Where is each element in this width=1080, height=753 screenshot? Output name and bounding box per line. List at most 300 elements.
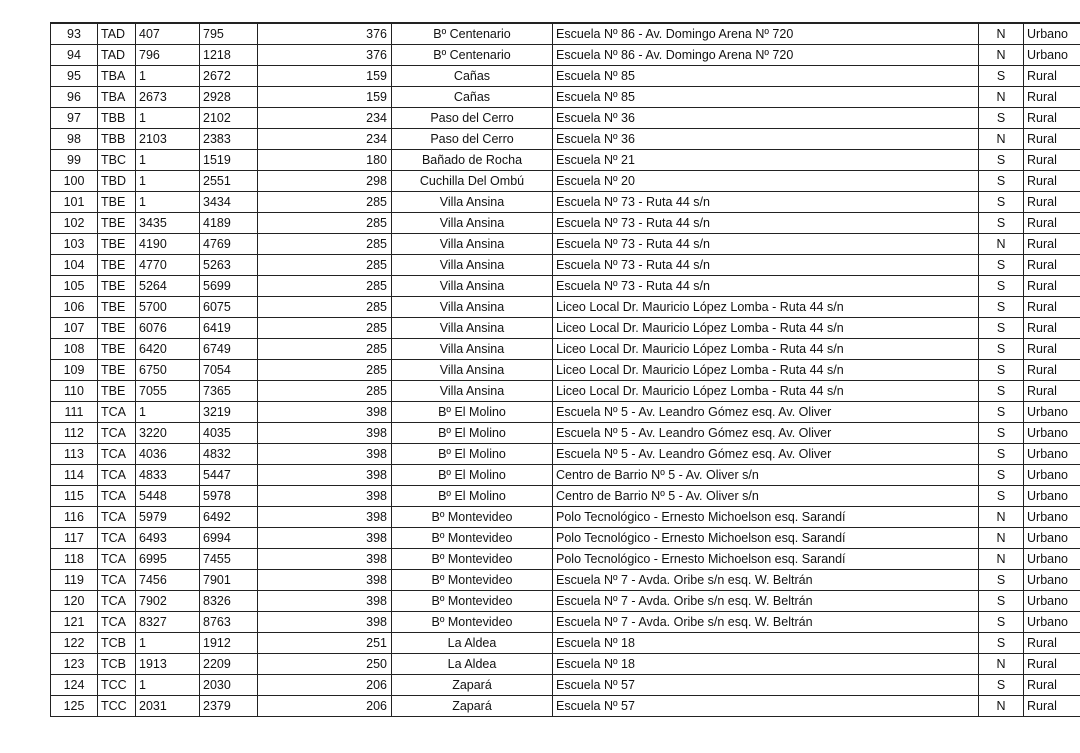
row-number-cell: 123	[51, 654, 98, 675]
range-start-cell: 1	[136, 108, 200, 129]
circuit-number-cell: 234	[258, 108, 392, 129]
range-end-cell: 8763	[200, 612, 258, 633]
row-number-cell: 99	[51, 150, 98, 171]
series-code-cell: TBA	[98, 87, 136, 108]
range-end-cell: 5978	[200, 486, 258, 507]
row-number-cell: 106	[51, 297, 98, 318]
row-number-cell: 94	[51, 45, 98, 66]
circuit-number-cell: 398	[258, 570, 392, 591]
series-code-cell: TBE	[98, 255, 136, 276]
row-number-cell: 103	[51, 234, 98, 255]
locality-cell: Bº Montevideo	[392, 612, 553, 633]
locality-cell: Villa Ansina	[392, 255, 553, 276]
accessible-flag-cell: S	[979, 486, 1024, 507]
table-row	[51, 339, 1080, 360]
circuit-number-cell: 285	[258, 339, 392, 360]
location-cell: Escuela Nº 86 - Av. Domingo Arena Nº 720	[553, 23, 979, 45]
row-number-cell: 117	[51, 528, 98, 549]
series-code-cell: TBE	[98, 381, 136, 402]
table-row	[51, 87, 1080, 108]
circuit-number-cell: 398	[258, 465, 392, 486]
zone-type-cell: Rural	[1024, 318, 1080, 339]
range-start-cell: 5979	[136, 507, 200, 528]
zone-type-cell: Rural	[1024, 276, 1080, 297]
row-number-cell: 122	[51, 633, 98, 654]
series-code-cell: TCC	[98, 696, 136, 717]
row-number-cell: 93	[51, 23, 98, 45]
range-end-cell: 4769	[200, 234, 258, 255]
table-row	[51, 591, 1080, 612]
zone-type-cell: Rural	[1024, 339, 1080, 360]
table-row	[51, 318, 1080, 339]
table-row	[51, 213, 1080, 234]
table-row	[51, 633, 1080, 654]
location-cell: Centro de Barrio Nº 5 - Av. Oliver s/n	[553, 486, 979, 507]
range-start-cell: 5448	[136, 486, 200, 507]
table-row	[51, 276, 1080, 297]
series-code-cell: TBE	[98, 297, 136, 318]
locality-cell: Bº El Molino	[392, 423, 553, 444]
series-code-cell: TBE	[98, 192, 136, 213]
circuit-number-cell: 398	[258, 507, 392, 528]
table-row	[51, 192, 1080, 213]
locality-cell: Bº El Molino	[392, 465, 553, 486]
row-number-cell: 118	[51, 549, 98, 570]
range-end-cell: 7054	[200, 360, 258, 381]
accessible-flag-cell: N	[979, 23, 1024, 45]
circuit-number-cell: 285	[258, 318, 392, 339]
row-number-cell: 115	[51, 486, 98, 507]
table-row	[51, 675, 1080, 696]
accessible-flag-cell: S	[979, 297, 1024, 318]
locality-cell: Villa Ansina	[392, 297, 553, 318]
range-end-cell: 7901	[200, 570, 258, 591]
range-start-cell: 5264	[136, 276, 200, 297]
range-end-cell: 6492	[200, 507, 258, 528]
series-code-cell: TCA	[98, 507, 136, 528]
table-row	[51, 129, 1080, 150]
series-code-cell: TCA	[98, 570, 136, 591]
locality-cell: La Aldea	[392, 654, 553, 675]
location-cell: Liceo Local Dr. Mauricio López Lomba - Ruta 44 s/n	[553, 381, 979, 402]
row-number-cell: 109	[51, 360, 98, 381]
range-start-cell: 7055	[136, 381, 200, 402]
locality-cell: Bº Montevideo	[392, 570, 553, 591]
circuit-number-cell: 398	[258, 423, 392, 444]
range-end-cell: 2102	[200, 108, 258, 129]
accessible-flag-cell: S	[979, 633, 1024, 654]
zone-type-cell: Urbano	[1024, 612, 1080, 633]
location-cell: Polo Tecnológico - Ernesto Michoelson esq. Sarandí	[553, 507, 979, 528]
range-end-cell: 4189	[200, 213, 258, 234]
series-code-cell: TCA	[98, 549, 136, 570]
accessible-flag-cell: S	[979, 570, 1024, 591]
row-number-cell: 102	[51, 213, 98, 234]
zone-type-cell: Urbano	[1024, 570, 1080, 591]
circuit-number-cell: 376	[258, 45, 392, 66]
circuit-number-cell: 398	[258, 528, 392, 549]
accessible-flag-cell: S	[979, 675, 1024, 696]
range-end-cell: 1218	[200, 45, 258, 66]
range-end-cell: 4035	[200, 423, 258, 444]
table-row	[51, 360, 1080, 381]
series-code-cell: TCA	[98, 444, 136, 465]
location-cell: Escuela Nº 7 - Avda. Oribe s/n esq. W. Beltrán	[553, 570, 979, 591]
locality-cell: Bº Centenario	[392, 23, 553, 45]
locality-cell: Villa Ansina	[392, 381, 553, 402]
zone-type-cell: Urbano	[1024, 45, 1080, 66]
range-start-cell: 3220	[136, 423, 200, 444]
series-code-cell: TBD	[98, 171, 136, 192]
locality-cell: La Aldea	[392, 633, 553, 654]
locality-cell: Bº Montevideo	[392, 549, 553, 570]
range-start-cell: 6493	[136, 528, 200, 549]
range-start-cell: 4190	[136, 234, 200, 255]
range-end-cell: 7365	[200, 381, 258, 402]
range-end-cell: 6994	[200, 528, 258, 549]
range-start-cell: 2031	[136, 696, 200, 717]
range-end-cell: 8326	[200, 591, 258, 612]
row-number-cell: 110	[51, 381, 98, 402]
table-row	[51, 549, 1080, 570]
series-code-cell: TBE	[98, 276, 136, 297]
series-code-cell: TBE	[98, 339, 136, 360]
location-cell: Escuela Nº 21	[553, 150, 979, 171]
accessible-flag-cell: N	[979, 507, 1024, 528]
accessible-flag-cell: S	[979, 444, 1024, 465]
circuit-number-cell: 251	[258, 633, 392, 654]
series-code-cell: TBE	[98, 360, 136, 381]
range-start-cell: 1	[136, 66, 200, 87]
range-end-cell: 2551	[200, 171, 258, 192]
locality-cell: Zapará	[392, 675, 553, 696]
circuit-number-cell: 298	[258, 171, 392, 192]
range-start-cell: 1	[136, 633, 200, 654]
table-row	[51, 570, 1080, 591]
row-number-cell: 112	[51, 423, 98, 444]
range-end-cell: 7455	[200, 549, 258, 570]
range-start-cell: 6420	[136, 339, 200, 360]
row-number-cell: 104	[51, 255, 98, 276]
range-end-cell: 2928	[200, 87, 258, 108]
table-row	[51, 108, 1080, 129]
zone-type-cell: Rural	[1024, 66, 1080, 87]
series-code-cell: TCA	[98, 402, 136, 423]
range-start-cell: 796	[136, 45, 200, 66]
location-cell: Escuela Nº 5 - Av. Leandro Gómez esq. Av. Oliver	[553, 402, 979, 423]
table-row	[51, 507, 1080, 528]
range-start-cell: 1	[136, 402, 200, 423]
location-cell: Liceo Local Dr. Mauricio López Lomba - Ruta 44 s/n	[553, 360, 979, 381]
row-number-cell: 105	[51, 276, 98, 297]
table-row	[51, 423, 1080, 444]
accessible-flag-cell: S	[979, 213, 1024, 234]
locality-cell: Villa Ansina	[392, 234, 553, 255]
zone-type-cell: Rural	[1024, 675, 1080, 696]
range-end-cell: 3434	[200, 192, 258, 213]
locality-cell: Cuchilla Del Ombú	[392, 171, 553, 192]
zone-type-cell: Urbano	[1024, 507, 1080, 528]
accessible-flag-cell: S	[979, 255, 1024, 276]
series-code-cell: TCA	[98, 423, 136, 444]
zone-type-cell: Rural	[1024, 360, 1080, 381]
series-code-cell: TCA	[98, 465, 136, 486]
circuit-number-cell: 250	[258, 654, 392, 675]
row-number-cell: 111	[51, 402, 98, 423]
range-start-cell: 1	[136, 675, 200, 696]
row-number-cell: 120	[51, 591, 98, 612]
range-start-cell: 1	[136, 192, 200, 213]
accessible-flag-cell: N	[979, 234, 1024, 255]
series-code-cell: TCC	[98, 675, 136, 696]
voting-table	[50, 22, 1080, 717]
circuit-number-cell: 285	[258, 297, 392, 318]
range-end-cell: 1912	[200, 633, 258, 654]
row-number-cell: 125	[51, 696, 98, 717]
locality-cell: Bañado de Rocha	[392, 150, 553, 171]
zone-type-cell: Urbano	[1024, 549, 1080, 570]
location-cell: Escuela Nº 85	[553, 87, 979, 108]
range-end-cell: 2209	[200, 654, 258, 675]
zone-type-cell: Urbano	[1024, 465, 1080, 486]
locality-cell: Villa Ansina	[392, 276, 553, 297]
range-start-cell: 4036	[136, 444, 200, 465]
row-number-cell: 98	[51, 129, 98, 150]
locality-cell: Bº El Molino	[392, 444, 553, 465]
zone-type-cell: Urbano	[1024, 528, 1080, 549]
locality-cell: Villa Ansina	[392, 318, 553, 339]
table-row	[51, 150, 1080, 171]
range-end-cell: 6749	[200, 339, 258, 360]
table-row	[51, 23, 1080, 45]
zone-type-cell: Rural	[1024, 150, 1080, 171]
locality-cell: Zapará	[392, 696, 553, 717]
table-row	[51, 402, 1080, 423]
circuit-number-cell: 285	[258, 213, 392, 234]
table-row	[51, 234, 1080, 255]
location-cell: Escuela Nº 73 - Ruta 44 s/n	[553, 192, 979, 213]
circuit-number-cell: 206	[258, 696, 392, 717]
table-row	[51, 528, 1080, 549]
accessible-flag-cell: N	[979, 45, 1024, 66]
accessible-flag-cell: S	[979, 318, 1024, 339]
series-code-cell: TBE	[98, 213, 136, 234]
location-cell: Escuela Nº 7 - Avda. Oribe s/n esq. W. Beltrán	[553, 591, 979, 612]
accessible-flag-cell: N	[979, 129, 1024, 150]
locality-cell: Paso del Cerro	[392, 108, 553, 129]
range-start-cell: 8327	[136, 612, 200, 633]
range-start-cell: 1	[136, 150, 200, 171]
table-row	[51, 45, 1080, 66]
row-number-cell: 100	[51, 171, 98, 192]
table-row	[51, 654, 1080, 675]
range-end-cell: 3219	[200, 402, 258, 423]
zone-type-cell: Urbano	[1024, 402, 1080, 423]
row-number-cell: 107	[51, 318, 98, 339]
accessible-flag-cell: S	[979, 66, 1024, 87]
location-cell: Escuela Nº 18	[553, 654, 979, 675]
locality-cell: Cañas	[392, 87, 553, 108]
accessible-flag-cell: N	[979, 654, 1024, 675]
location-cell: Escuela Nº 57	[553, 696, 979, 717]
range-start-cell: 1	[136, 171, 200, 192]
series-code-cell: TCB	[98, 654, 136, 675]
zone-type-cell: Urbano	[1024, 23, 1080, 45]
location-cell: Escuela Nº 73 - Ruta 44 s/n	[553, 255, 979, 276]
location-cell: Polo Tecnológico - Ernesto Michoelson esq. Sarandí	[553, 528, 979, 549]
location-cell: Escuela Nº 20	[553, 171, 979, 192]
locality-cell: Paso del Cerro	[392, 129, 553, 150]
row-number-cell: 96	[51, 87, 98, 108]
location-cell: Escuela Nº 86 - Av. Domingo Arena Nº 720	[553, 45, 979, 66]
zone-type-cell: Urbano	[1024, 423, 1080, 444]
location-cell: Escuela Nº 73 - Ruta 44 s/n	[553, 234, 979, 255]
range-end-cell: 2379	[200, 696, 258, 717]
table-row	[51, 486, 1080, 507]
range-start-cell: 407	[136, 23, 200, 45]
location-cell: Escuela Nº 7 - Avda. Oribe s/n esq. W. Beltrán	[553, 612, 979, 633]
series-code-cell: TCA	[98, 591, 136, 612]
range-end-cell: 2030	[200, 675, 258, 696]
zone-type-cell: Rural	[1024, 129, 1080, 150]
range-start-cell: 4833	[136, 465, 200, 486]
range-end-cell: 6075	[200, 297, 258, 318]
zone-type-cell: Rural	[1024, 234, 1080, 255]
series-code-cell: TAD	[98, 45, 136, 66]
range-end-cell: 5699	[200, 276, 258, 297]
circuit-number-cell: 376	[258, 23, 392, 45]
zone-type-cell: Rural	[1024, 696, 1080, 717]
range-start-cell: 1913	[136, 654, 200, 675]
zone-type-cell: Urbano	[1024, 591, 1080, 612]
accessible-flag-cell: S	[979, 339, 1024, 360]
row-number-cell: 97	[51, 108, 98, 129]
accessible-flag-cell: S	[979, 402, 1024, 423]
range-start-cell: 2673	[136, 87, 200, 108]
accessible-flag-cell: S	[979, 171, 1024, 192]
location-cell: Escuela Nº 36	[553, 108, 979, 129]
circuit-number-cell: 159	[258, 87, 392, 108]
range-end-cell: 4832	[200, 444, 258, 465]
range-start-cell: 6076	[136, 318, 200, 339]
range-end-cell: 1519	[200, 150, 258, 171]
accessible-flag-cell: N	[979, 696, 1024, 717]
range-end-cell: 2383	[200, 129, 258, 150]
row-number-cell: 114	[51, 465, 98, 486]
circuit-number-cell: 285	[258, 360, 392, 381]
zone-type-cell: Rural	[1024, 633, 1080, 654]
location-cell: Centro de Barrio Nº 5 - Av. Oliver s/n	[553, 465, 979, 486]
table-row	[51, 297, 1080, 318]
accessible-flag-cell: N	[979, 549, 1024, 570]
accessible-flag-cell: S	[979, 465, 1024, 486]
accessible-flag-cell: S	[979, 612, 1024, 633]
circuit-number-cell: 285	[258, 255, 392, 276]
locality-cell: Cañas	[392, 66, 553, 87]
range-end-cell: 6419	[200, 318, 258, 339]
locality-cell: Villa Ansina	[392, 339, 553, 360]
circuit-number-cell: 285	[258, 192, 392, 213]
series-code-cell: TBE	[98, 318, 136, 339]
zone-type-cell: Rural	[1024, 297, 1080, 318]
location-cell: Liceo Local Dr. Mauricio López Lomba - Ruta 44 s/n	[553, 339, 979, 360]
circuit-number-cell: 398	[258, 591, 392, 612]
accessible-flag-cell: N	[979, 528, 1024, 549]
circuit-number-cell: 159	[258, 66, 392, 87]
circuit-number-cell: 285	[258, 234, 392, 255]
circuit-number-cell: 206	[258, 675, 392, 696]
circuit-number-cell: 285	[258, 381, 392, 402]
location-cell: Liceo Local Dr. Mauricio López Lomba - Ruta 44 s/n	[553, 318, 979, 339]
range-end-cell: 2672	[200, 66, 258, 87]
series-code-cell: TBE	[98, 234, 136, 255]
zone-type-cell: Rural	[1024, 255, 1080, 276]
accessible-flag-cell: S	[979, 192, 1024, 213]
locality-cell: Villa Ansina	[392, 213, 553, 234]
zone-type-cell: Rural	[1024, 171, 1080, 192]
zone-type-cell: Rural	[1024, 654, 1080, 675]
zone-type-cell: Urbano	[1024, 444, 1080, 465]
range-start-cell: 2103	[136, 129, 200, 150]
circuit-number-cell: 398	[258, 549, 392, 570]
accessible-flag-cell: S	[979, 276, 1024, 297]
zone-type-cell: Rural	[1024, 87, 1080, 108]
locality-cell: Bº Montevideo	[392, 507, 553, 528]
accessible-flag-cell: S	[979, 108, 1024, 129]
zone-type-cell: Rural	[1024, 213, 1080, 234]
row-number-cell: 95	[51, 66, 98, 87]
location-cell: Escuela Nº 5 - Av. Leandro Gómez esq. Av. Oliver	[553, 423, 979, 444]
row-number-cell: 116	[51, 507, 98, 528]
location-cell: Escuela Nº 18	[553, 633, 979, 654]
circuit-number-cell: 285	[258, 276, 392, 297]
table-body	[51, 23, 1080, 717]
range-start-cell: 6750	[136, 360, 200, 381]
circuit-number-cell: 180	[258, 150, 392, 171]
zone-type-cell: Rural	[1024, 381, 1080, 402]
range-start-cell: 7456	[136, 570, 200, 591]
table-row	[51, 171, 1080, 192]
accessible-flag-cell: S	[979, 150, 1024, 171]
range-start-cell: 6995	[136, 549, 200, 570]
row-number-cell: 101	[51, 192, 98, 213]
range-end-cell: 5263	[200, 255, 258, 276]
accessible-flag-cell: S	[979, 591, 1024, 612]
location-cell: Escuela Nº 73 - Ruta 44 s/n	[553, 276, 979, 297]
table-row	[51, 696, 1080, 717]
locality-cell: Bº Centenario	[392, 45, 553, 66]
series-code-cell: TCA	[98, 528, 136, 549]
row-number-cell: 113	[51, 444, 98, 465]
zone-type-cell: Urbano	[1024, 486, 1080, 507]
table-row	[51, 255, 1080, 276]
circuit-number-cell: 234	[258, 129, 392, 150]
accessible-flag-cell: N	[979, 87, 1024, 108]
locality-cell: Bº El Molino	[392, 402, 553, 423]
row-number-cell: 119	[51, 570, 98, 591]
circuit-number-cell: 398	[258, 444, 392, 465]
table-row	[51, 612, 1080, 633]
location-cell: Liceo Local Dr. Mauricio López Lomba - Ruta 44 s/n	[553, 297, 979, 318]
table-row	[51, 381, 1080, 402]
circuit-number-cell: 398	[258, 486, 392, 507]
zone-type-cell: Rural	[1024, 192, 1080, 213]
range-start-cell: 5700	[136, 297, 200, 318]
location-cell: Escuela Nº 73 - Ruta 44 s/n	[553, 213, 979, 234]
locality-cell: Bº El Molino	[392, 486, 553, 507]
table-row	[51, 66, 1080, 87]
table-row	[51, 465, 1080, 486]
